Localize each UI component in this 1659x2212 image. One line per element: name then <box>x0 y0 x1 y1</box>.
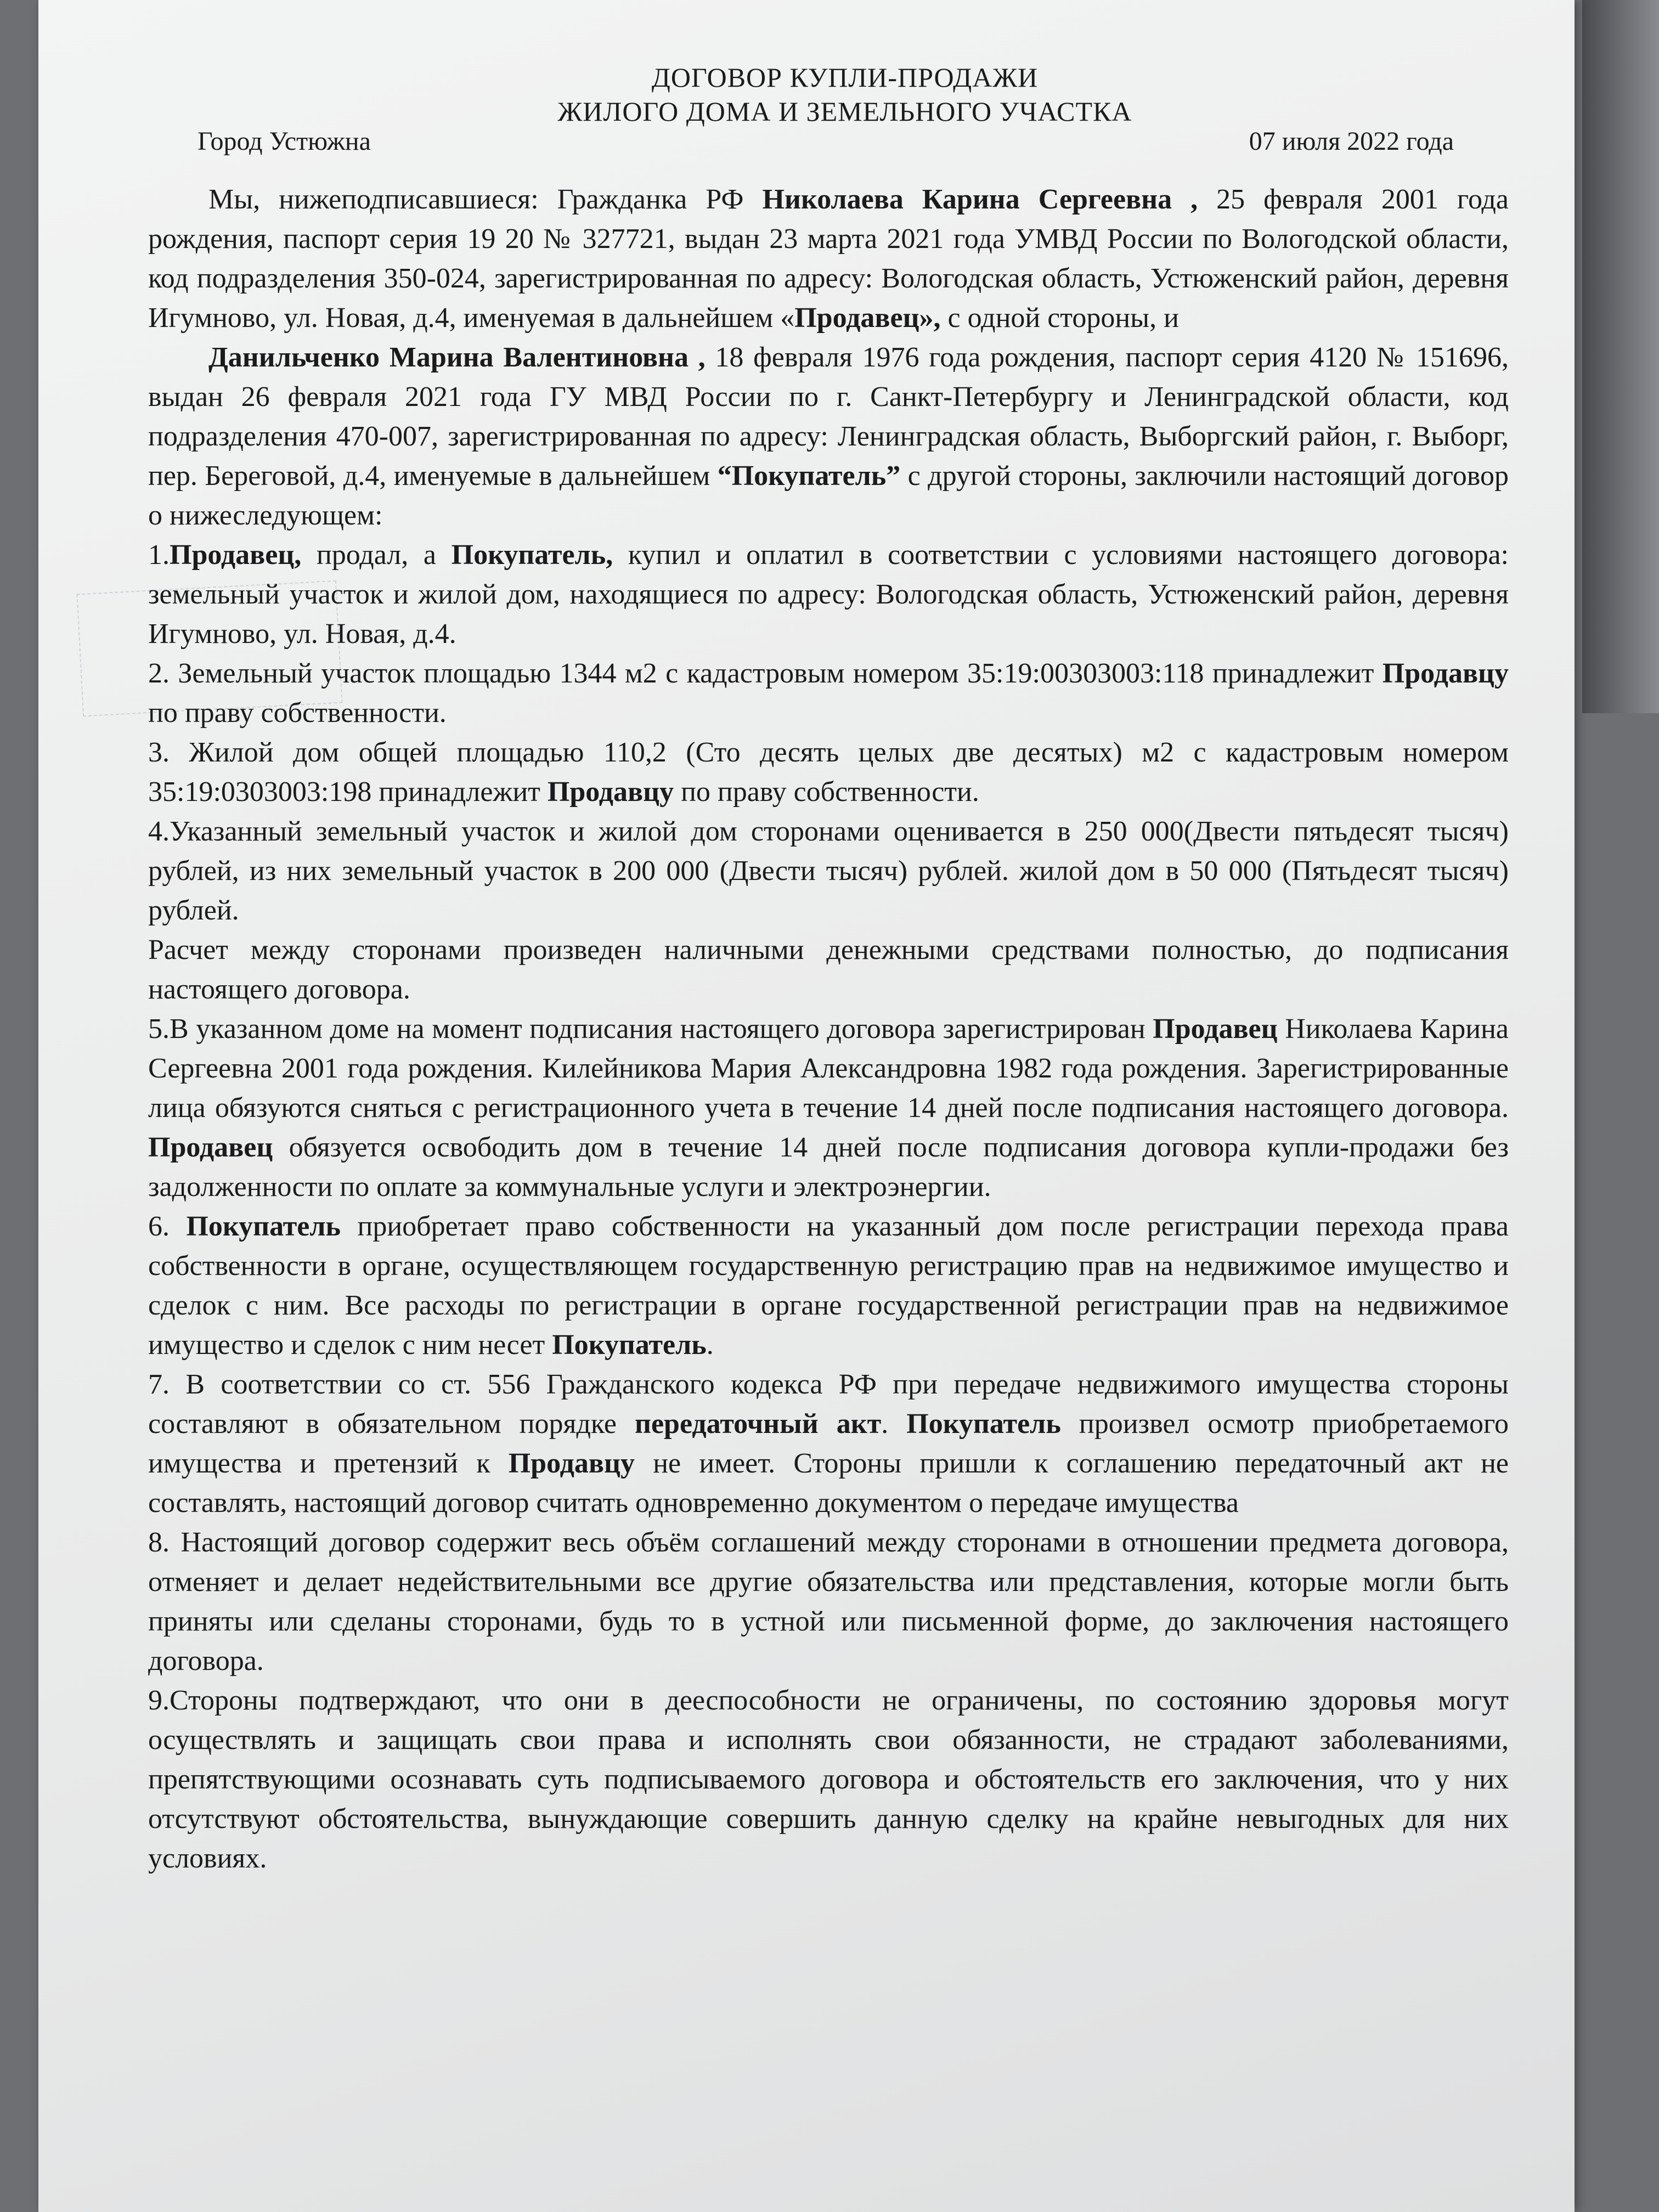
title-line-2: ЖИЛОГО ДОМА И ЗЕМЕЛЬНОГО УЧАСТКА <box>557 96 1132 127</box>
document-page <box>38 0 1575 2212</box>
place-date-row <box>198 125 1454 158</box>
buyer-name: Данильченко Марина Валентиновна , <box>208 342 706 373</box>
date: 07 июля 2022 года <box>1249 127 1454 156</box>
buyer-role: “Покупатель” <box>717 460 901 492</box>
desk-background <box>1582 0 1659 713</box>
contract-body <box>148 180 1509 1878</box>
clause-9: 9.Стороны подтверждают, что они в дееспособности не ограничены, по состоянию здоровья могут осуществлять и защищать свои права и исполнять свои обязанности, не страдают заболеваниями, препятствующими осознавать суть подписываемого договора и обстоятельств его заключения, что у них отсутствуют обстоятельства, вынуждающие совершить данную сделку на крайне невыгодных для них условиях. <box>148 1685 1509 1874</box>
seller-role: Продавец», <box>794 302 941 334</box>
title-line-1: ДОГОВОР КУПЛИ-ПРОДАЖИ <box>651 62 1039 93</box>
intro-seller-paragraph: Мы, нижеподписавшиеся: Гражданка РФ Николаева Карина Сергеевна , 25 февраля 2001 года рождения, паспорт серия 19 20 № 327721, выдан 23 марта 2021 года УМВД России по Вологодской области, код подразделения 350-024, зарегистрированная по адресу: Вологодская область, Устюженский район, деревня Игумново, ул. Новая, д.4, именуемая в дальнейшем «Продавец», с одной стороны, и <box>148 184 1509 334</box>
document-title <box>181 60 1509 128</box>
faint-stamp-mark <box>76 580 342 717</box>
clause-1: 1.Продавец, продал, а Покупатель, купил и оплатил в соответствии с условиями настоящего договора: земельный участок и жилой дом, находящиеся по адресу: Вологодская область, Устюженский район, деревня Игумново, ул. Новая, д.4. <box>148 539 1509 650</box>
clause-6: 6. Покупатель приобретает право собственности на указанный дом после регистрации перехода права собственности в органе, осуществляющем государственную регистрацию прав на недвижимое имущество и сделок с ним. Все расходы по регистрации в органе государственной регистрации прав на недвижимое имущество и сделок с ним несет Покупатель. <box>148 1211 1509 1361</box>
clause-8: 8. Настоящий договор содержит весь объём соглашений между сторонами в отношении предмета договора, отменяет и делает недействительными все другие обязательства или представления, которые могли быть приняты или сделаны сторонами, будь то в устной или письменной форме, до заключения настоящего договора. <box>148 1527 1509 1677</box>
intro-buyer-paragraph: Данильченко Марина Валентиновна , 18 февраля 1976 года рождения, паспорт серия 4120 № 151696, выдан 26 февраля 2021 года ГУ МВД России по г. Санкт-Петербургу и Ленинградской области, код подразделения 470-007, зарегистрированная по адресу: Ленинградская область, Выборгский район, г. Выборг, пер. Береговой, д.4, именуемые в дальнейшем “Покупатель” с другой стороны, заключили настоящий договор о нижеследующем: <box>148 342 1509 531</box>
clause-7: 7. В соответствии со ст. 556 Гражданского кодекса РФ при передаче недвижимого имущества стороны составляют в обязательном порядке передаточный акт. Покупатель произвел осмотр приобретаемого имущества и претензий к Продавцу не имеет. Стороны пришли к соглашению передаточный акт не составлять, настоящий договор считать одновременно документом о передаче имущества <box>148 1369 1509 1519</box>
clause-4-payment: Расчет между сторонами произведен наличными денежными средствами полностью, до подписания настоящего договора. <box>148 934 1509 1005</box>
clause-2: 2. Земельный участок площадью 1344 м2 с кадастровым номером 35:19:00303003:118 принадлежит Продавцу по праву собственности. <box>148 658 1509 729</box>
clause-5: 5.В указанном доме на момент подписания настоящего договора зарегистрирован Продавец Николаева Карина Сергеевна 2001 года рождения. Килейникова Мария Александровна 1982 года рождения. Зарегистрированные лица обязуются сняться с регистрационного учета в течение 14 дней после подписания настоящего договора. Продавец обязуется освободить дом в течение 14 дней после подписания договора купли-продажи без задолженности по оплате за коммунальные услуги и электроэнергии. <box>148 1013 1509 1203</box>
seller-name: Николаева Карина Сергеевна , <box>762 184 1198 215</box>
clause-3: 3. Жилой дом общей площадью 110,2 (Сто десять целых две десятых) м2 с кадастровым номером 35:19:0303003:198 принадлежит Продавцу по праву собственности. <box>148 737 1509 808</box>
clause-4: 4.Указанный земельный участок и жилой дом сторонами оценивается в 250 000(Двести пятьдесят тысяч) рублей, из них земельный участок в 200 000 (Двести тысяч) рублей. жилой дом в 50 000 (Пятьдесят тысяч) рублей. <box>148 816 1509 926</box>
city: Город Устюжна <box>198 127 371 156</box>
